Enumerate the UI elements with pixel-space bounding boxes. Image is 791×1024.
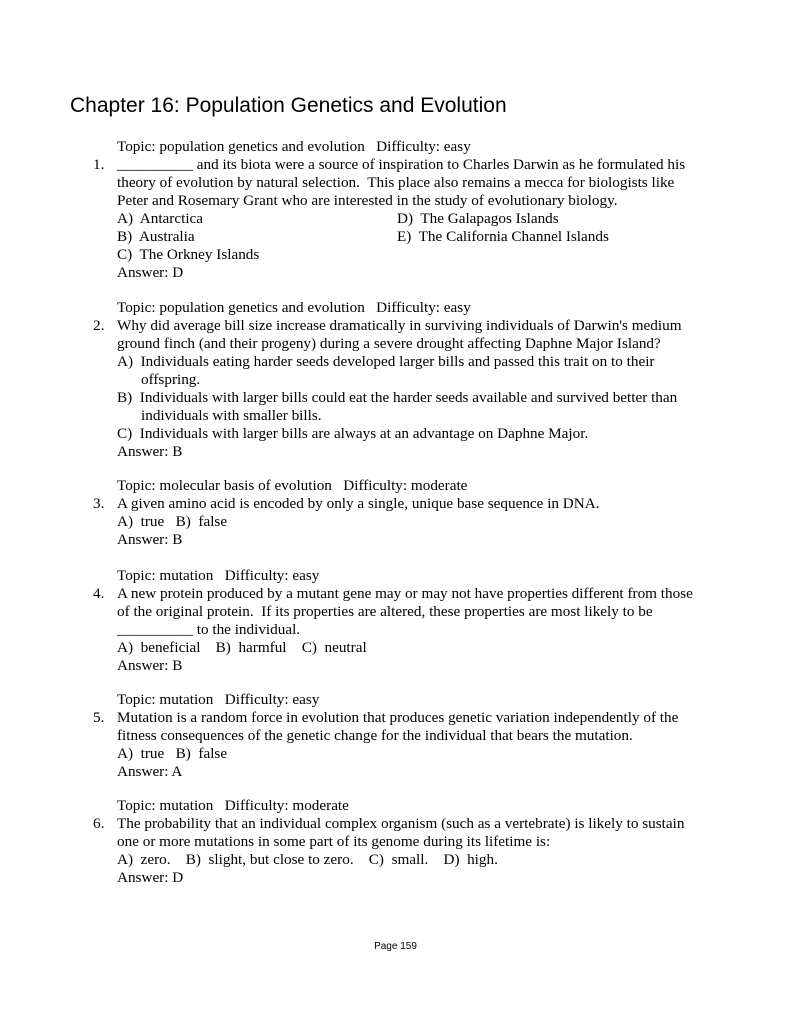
answer: Answer: A [117,763,183,780]
answer: Answer: B [117,531,183,548]
question-3 [0,477,791,549]
page-number: Page 159 [374,941,417,952]
answer: Answer: D [117,264,184,281]
choices-line: A) zero. B) slight, but close to zero. C) small. D) high. [117,851,498,868]
choice-b-continued: individuals with smaller bills. [141,407,322,424]
question-topic: Topic: mutation Difficulty: easy [117,567,320,584]
question-number: 6. [93,815,105,832]
question-text-line: fitness consequences of the genetic change for the individual that bears the mutation. [117,727,633,744]
question-topic: Topic: molecular basis of evolution Difficulty: moderate [117,477,468,494]
choice-d: D) The Galapagos Islands [397,210,559,227]
question-number: 1. [93,156,105,173]
choice-b: B) Individuals with larger bills could eat the harder seeds available and survived better than [117,389,678,406]
question-text-line: A given amino acid is encoded by only a single, unique base sequence in DNA. [117,495,600,512]
question-5 [0,691,791,781]
choice-c: C) The Orkney Islands [117,246,260,263]
chapter-title: Chapter 16: Population Genetics and Evolution [70,94,507,117]
choices-line: A) beneficial B) harmful C) neutral [117,639,367,656]
question-number: 3. [93,495,105,512]
choice-a-continued: offspring. [141,371,201,388]
question-text-line: Peter and Rosemary Grant who are interested in the study of evolutionary biology. [117,192,618,209]
question-number: 2. [93,317,105,334]
choices-line: A) true B) false [117,513,228,530]
question-text-line: one or more mutations in some part of its genome during its lifetime is: [117,833,551,850]
answer: Answer: B [117,657,183,674]
answer: Answer: D [117,869,184,886]
question-text-line: theory of evolution by natural selection. This place also remains a mecca for biologists like [117,174,675,191]
question-text-line: of the original protein. If its properties are altered, these properties are most likely to be [117,603,653,620]
choice-a: A) Individuals eating harder seeds developed larger bills and passed this trait on to their [117,353,655,370]
question-topic: Topic: mutation Difficulty: easy [117,691,320,708]
question-topic: Topic: population genetics and evolution Difficulty: easy [117,138,471,155]
question-6 [0,797,791,887]
question-4 [0,567,791,675]
question-number: 4. [93,585,105,602]
choice-a: A) Antarctica [117,210,204,227]
question-topic: Topic: mutation Difficulty: moderate [117,797,349,814]
choice-e: E) The California Channel Islands [397,228,609,245]
question-2 [0,299,791,461]
question-text-line: A new protein produced by a mutant gene may or may not have properties different from those [117,585,693,602]
question-text-line: __________ to the individual. [117,621,301,638]
question-text-line: The probability that an individual complex organism (such as a vertebrate) is likely to sustain [117,815,685,832]
question-text-line: ground finch (and their progeny) during a severe drought affecting Daphne Major Island? [117,335,661,352]
question-text-line: Why did average bill size increase dramatically in surviving individuals of Darwin's medium [117,317,682,334]
answer: Answer: B [117,443,183,460]
question-number: 5. [93,709,105,726]
choice-c: C) Individuals with larger bills are always at an advantage on Daphne Major. [117,425,589,442]
question-1 [0,138,791,282]
question-text-line: Mutation is a random force in evolution that produces genetic variation independently of the [117,709,679,726]
question-text-line: __________ and its biota were a source of inspiration to Charles Darwin as he formulated his [117,156,686,173]
question-topic: Topic: population genetics and evolution Difficulty: easy [117,299,471,316]
choices-line: A) true B) false [117,745,228,762]
choice-b: B) Australia [117,228,195,245]
